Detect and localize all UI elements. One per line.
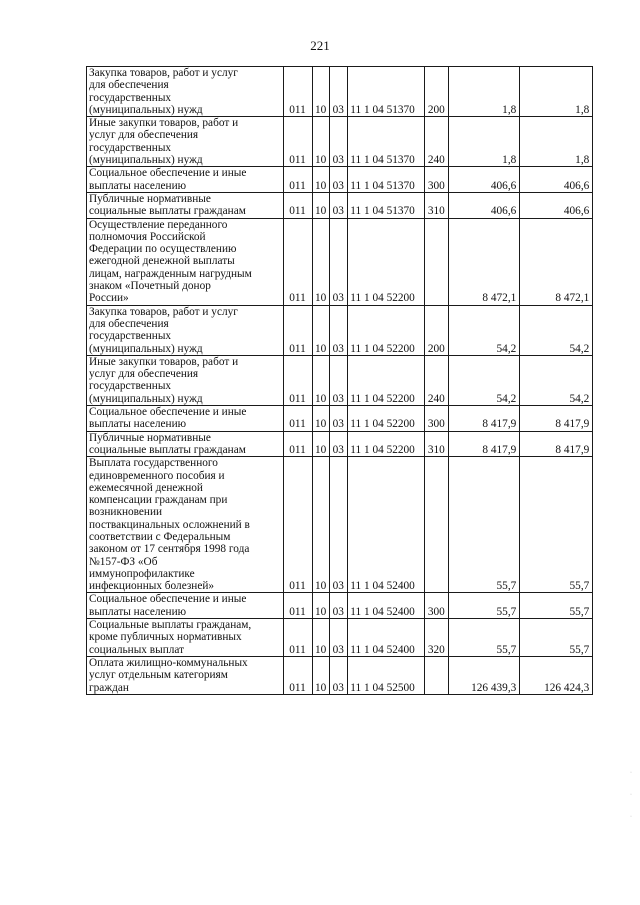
cell-subsection-code: 03	[330, 457, 348, 593]
cell-amount-2: 8 472,1	[520, 218, 593, 305]
cell-target-article: 11 1 04 52400	[348, 457, 425, 593]
cell-subsection-code: 03	[330, 67, 348, 117]
cell-target-article: 11 1 04 52200	[348, 305, 425, 355]
table-body	[87, 67, 593, 695]
cell-target-article: 11 1 04 51370	[348, 167, 425, 193]
cell-section-code: 10	[313, 305, 330, 355]
cell-ministry-code: 011	[284, 431, 313, 457]
cell-name: Оплата жилищно-коммунальных услуг отдельным категориям граждан	[87, 656, 284, 694]
table-row	[87, 167, 593, 193]
cell-ministry-code: 011	[284, 406, 313, 432]
cell-ministry-code: 011	[284, 218, 313, 305]
cell-section-code: 10	[313, 431, 330, 457]
cell-section-code: 10	[313, 67, 330, 117]
cell-ministry-code: 011	[284, 167, 313, 193]
cell-subsection-code: 03	[330, 431, 348, 457]
cell-section-code: 10	[313, 406, 330, 432]
cell-subsection-code: 03	[330, 406, 348, 432]
cell-ministry-code: 011	[284, 457, 313, 593]
cell-amount-1: 1,8	[449, 67, 520, 117]
cell-ministry-code: 011	[284, 656, 313, 694]
cell-ministry-code: 011	[284, 67, 313, 117]
cell-expense-type: 310	[425, 431, 449, 457]
cell-name: Осуществление переданного полномочия Российской Федерации по осуществлению ежегодной денежной выплаты лицам, награжденным нагрудным знаком «Почетный донор России»	[87, 218, 284, 305]
cell-target-article: 11 1 04 52200	[348, 355, 425, 405]
cell-section-code: 10	[313, 619, 330, 657]
table-row	[87, 406, 593, 432]
cell-name: Социальное обеспечение и иные выплаты населению	[87, 167, 284, 193]
cell-target-article: 11 1 04 52500	[348, 656, 425, 694]
table-row	[87, 67, 593, 117]
cell-section-code: 10	[313, 117, 330, 167]
cell-target-article: 11 1 04 51370	[348, 192, 425, 218]
cell-expense-type: 240	[425, 355, 449, 405]
cell-expense-type	[425, 457, 449, 593]
cell-ministry-code: 011	[284, 305, 313, 355]
cell-amount-1: 8 417,9	[449, 406, 520, 432]
cell-expense-type	[425, 218, 449, 305]
table-row	[87, 457, 593, 593]
table-row	[87, 431, 593, 457]
table-row	[87, 192, 593, 218]
cell-amount-2: 1,8	[520, 117, 593, 167]
cell-amount-1: 55,7	[449, 593, 520, 619]
cell-name: Иные закупки товаров, работ и услуг для обеспечения государственных (муниципальных) нужд	[87, 355, 284, 405]
cell-ministry-code: 011	[284, 192, 313, 218]
cell-amount-1: 54,2	[449, 305, 520, 355]
cell-name: Публичные нормативные социальные выплаты гражданам	[87, 192, 284, 218]
cell-section-code: 10	[313, 192, 330, 218]
cell-ministry-code: 011	[284, 619, 313, 657]
cell-target-article: 11 1 04 52200	[348, 431, 425, 457]
cell-target-article: 11 1 04 52400	[348, 593, 425, 619]
cell-expense-type: 310	[425, 192, 449, 218]
cell-section-code: 10	[313, 355, 330, 405]
cell-name: Социальное обеспечение и иные выплаты населению	[87, 406, 284, 432]
cell-amount-2: 8 417,9	[520, 406, 593, 432]
cell-name: Закупка товаров, работ и услуг для обеспечения государственных (муниципальных) нужд	[87, 305, 284, 355]
cell-expense-type: 320	[425, 619, 449, 657]
cell-name: Социальное обеспечение и иные выплаты населению	[87, 593, 284, 619]
table-row	[87, 593, 593, 619]
scan-mark: ·	[630, 814, 632, 820]
cell-amount-1: 126 439,3	[449, 656, 520, 694]
cell-amount-1: 55,7	[449, 619, 520, 657]
cell-target-article: 11 1 04 52400	[348, 619, 425, 657]
cell-subsection-code: 03	[330, 656, 348, 694]
cell-expense-type	[425, 656, 449, 694]
cell-amount-2: 126 424,3	[520, 656, 593, 694]
cell-amount-1: 1,8	[449, 117, 520, 167]
cell-amount-2: 55,7	[520, 619, 593, 657]
table-row	[87, 117, 593, 167]
cell-expense-type: 240	[425, 117, 449, 167]
cell-amount-2: 54,2	[520, 355, 593, 405]
cell-amount-1: 406,6	[449, 192, 520, 218]
scan-mark: ·	[630, 770, 632, 776]
cell-section-code: 10	[313, 656, 330, 694]
cell-subsection-code: 03	[330, 167, 348, 193]
cell-amount-2: 406,6	[520, 192, 593, 218]
cell-target-article: 11 1 04 52200	[348, 218, 425, 305]
cell-subsection-code: 03	[330, 218, 348, 305]
cell-amount-2: 55,7	[520, 593, 593, 619]
cell-subsection-code: 03	[330, 355, 348, 405]
cell-amount-2: 54,2	[520, 305, 593, 355]
page-number: 221	[310, 38, 330, 53]
cell-section-code: 10	[313, 218, 330, 305]
cell-amount-1: 54,2	[449, 355, 520, 405]
cell-name: Публичные нормативные социальные выплаты гражданам	[87, 431, 284, 457]
cell-subsection-code: 03	[330, 305, 348, 355]
scan-mark: ·	[630, 792, 632, 798]
cell-target-article: 11 1 04 52200	[348, 406, 425, 432]
cell-expense-type: 200	[425, 67, 449, 117]
cell-section-code: 10	[313, 167, 330, 193]
cell-amount-2: 1,8	[520, 67, 593, 117]
cell-subsection-code: 03	[330, 192, 348, 218]
cell-expense-type: 300	[425, 406, 449, 432]
cell-section-code: 10	[313, 593, 330, 619]
cell-section-code: 10	[313, 457, 330, 593]
table-row	[87, 218, 593, 305]
cell-amount-1: 406,6	[449, 167, 520, 193]
cell-name: Социальные выплаты гражданам, кроме публичных нормативных социальных выплат	[87, 619, 284, 657]
cell-ministry-code: 011	[284, 593, 313, 619]
cell-subsection-code: 03	[330, 117, 348, 167]
cell-ministry-code: 011	[284, 355, 313, 405]
budget-table	[86, 66, 593, 695]
cell-target-article: 11 1 04 51370	[348, 117, 425, 167]
cell-name: Выплата государственного единовременного пособия и ежемесячной денежной компенсации гражданам при возникновении поствакцинальных осложнений в соответствии с Федеральным законом от 17 сентября 1998 года №157-ФЗ «Об иммунопрофилактике инфекционных болезней»	[87, 457, 284, 593]
cell-expense-type: 200	[425, 305, 449, 355]
cell-name: Закупка товаров, работ и услуг для обеспечения государственных (муниципальных) нужд	[87, 67, 284, 117]
cell-amount-2: 55,7	[520, 457, 593, 593]
cell-ministry-code: 011	[284, 117, 313, 167]
cell-amount-2: 406,6	[520, 167, 593, 193]
cell-amount-2: 8 417,9	[520, 431, 593, 457]
cell-expense-type: 300	[425, 167, 449, 193]
table-row	[87, 619, 593, 657]
cell-amount-1: 8 472,1	[449, 218, 520, 305]
cell-amount-1: 55,7	[449, 457, 520, 593]
table-row	[87, 656, 593, 694]
cell-expense-type: 300	[425, 593, 449, 619]
cell-name: Иные закупки товаров, работ и услуг для обеспечения государственных (муниципальных) нужд	[87, 117, 284, 167]
cell-target-article: 11 1 04 51370	[348, 67, 425, 117]
cell-amount-1: 8 417,9	[449, 431, 520, 457]
cell-subsection-code: 03	[330, 619, 348, 657]
table-row	[87, 355, 593, 405]
cell-subsection-code: 03	[330, 593, 348, 619]
table-row	[87, 305, 593, 355]
